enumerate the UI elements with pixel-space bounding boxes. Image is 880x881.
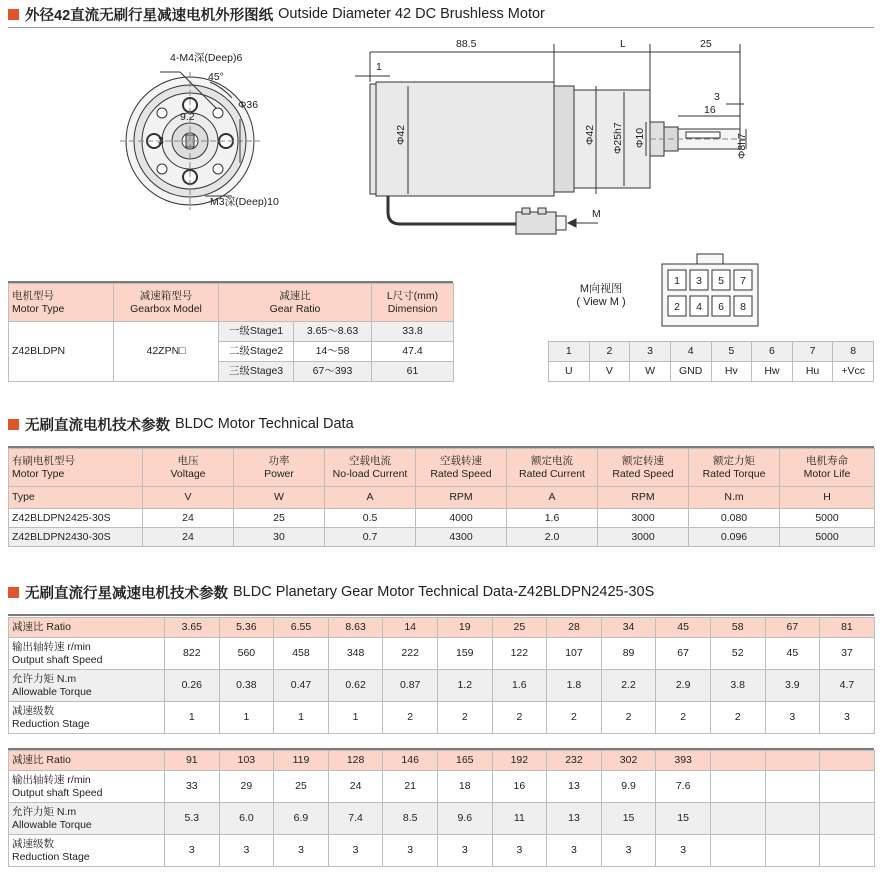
perf-value-cell: 6.0 <box>219 803 274 835</box>
perf-value-cell: 122 <box>492 638 547 670</box>
header-en: No-load Current <box>332 467 408 480</box>
perf-label-cell <box>9 751 165 771</box>
perf-value-cell: 3 <box>274 835 329 867</box>
perf-label-text: Output shaft Speed <box>12 653 103 666</box>
perf-label-cell <box>9 618 165 638</box>
perf-label-text: 减速比 Ratio <box>12 754 71 766</box>
motor-header-cell <box>689 449 780 487</box>
perf-value-cell: 3 <box>820 702 875 734</box>
diameter-42-a-label: Φ42 <box>395 124 407 145</box>
gearbox-model-cell: 42ZPN□ <box>114 322 219 382</box>
perf-value-cell: 146 <box>383 751 438 771</box>
perf-value-cell: 18 <box>437 771 492 803</box>
pin-number-cell: 8 <box>833 342 874 362</box>
view-m-en: ( View M ) <box>576 296 626 308</box>
table-top-rule <box>8 614 874 616</box>
section-title-outline <box>8 4 545 24</box>
perf-value-cell: 103 <box>219 751 274 771</box>
pin-number-cell: 1 <box>549 342 590 362</box>
section-title-en: Outside Diameter 42 DC Brushless Motor <box>278 6 545 22</box>
header-cn: 有刷电机型号 <box>12 454 75 467</box>
perf-value-cell: 2 <box>601 702 656 734</box>
perf-value-cell: 6.55 <box>274 618 329 638</box>
perf-row-speed <box>9 638 875 670</box>
pin-signal-cell: V <box>589 362 630 382</box>
connector-pin-number: 6 <box>718 301 724 313</box>
unit-cell: RPM <box>598 487 689 509</box>
side-view <box>355 44 748 234</box>
motor-header-cell <box>507 449 598 487</box>
header-gearbox-model: 减速箱型号 Gearbox Model <box>114 284 219 322</box>
perf-value-cell: 3.65 <box>165 618 220 638</box>
perf-value-cell: 3 <box>437 835 492 867</box>
perf-label-text: 减速比 Ratio <box>12 621 71 633</box>
motor-model-cell: Z42BLDPN2430-30S <box>9 528 143 547</box>
pin-number-cell: 3 <box>630 342 671 362</box>
m3-note: M3深(Deep)10 <box>210 196 279 208</box>
unit-cell: V <box>143 487 234 509</box>
dim-1-label: 1 <box>376 61 382 73</box>
perf-value-cell: 165 <box>437 751 492 771</box>
unit-cell: A <box>507 487 598 509</box>
perf-value-cell: 3 <box>328 835 383 867</box>
perf-row-ratio <box>9 751 875 771</box>
perf-value-cell: 2 <box>656 702 711 734</box>
perf-row-speed <box>9 771 875 803</box>
perf-value-cell: 14 <box>383 618 438 638</box>
header-en: Rated Current <box>519 467 585 480</box>
perf-value-cell: 24 <box>328 771 383 803</box>
perf-value-cell <box>710 835 765 867</box>
motor-value-cell: 30 <box>234 528 325 547</box>
gear-motor-performance-table-2 <box>8 750 875 867</box>
stage-cell: 二级Stage2 <box>219 342 294 362</box>
perf-value-cell: 4.7 <box>820 670 875 702</box>
perf-label-text: 输出轴转速 r/min <box>12 640 91 653</box>
pin-signal-cell: Hw <box>752 362 793 382</box>
perf-value-cell <box>765 751 820 771</box>
length-L-label: L <box>620 38 626 50</box>
perf-label-text: Reduction Stage <box>12 850 90 863</box>
header-cn: 功率 <box>268 454 290 467</box>
perf-value-cell <box>765 803 820 835</box>
motor-value-cell: 0.080 <box>689 509 780 528</box>
perf-value-cell <box>820 771 875 803</box>
pin-signal-cell: U <box>549 362 590 382</box>
perf-value-cell: 7.6 <box>656 771 711 803</box>
perf-value-cell: 15 <box>601 803 656 835</box>
pin-number-cell: 7 <box>792 342 833 362</box>
perf-value-cell: 7.4 <box>328 803 383 835</box>
view-m-label <box>566 280 636 308</box>
diameter-8h7-label: Φ8h7 <box>736 133 748 159</box>
length-25-label: 25 <box>700 38 712 50</box>
hole-note: 4-M4深(Deep)6 <box>170 52 243 64</box>
perf-value-cell: 8.5 <box>383 803 438 835</box>
perf-value-cell: 1 <box>165 702 220 734</box>
perf-value-cell: 393 <box>656 751 711 771</box>
stage-cell: 三级Stage3 <box>219 362 294 382</box>
ratio-cell: 14～58 <box>294 342 372 362</box>
pin-assignment-table <box>548 341 874 382</box>
header-en: Rated Torque <box>702 467 766 480</box>
perf-value-cell: 119 <box>274 751 329 771</box>
perf-value-cell: 3 <box>219 835 274 867</box>
unit-cell: N.m <box>689 487 780 509</box>
perf-value-cell <box>765 771 820 803</box>
perf-value-cell: 58 <box>710 618 765 638</box>
perf-value-cell: 159 <box>437 638 492 670</box>
pin-number-row <box>549 342 874 362</box>
perf-value-cell: 1.8 <box>547 670 602 702</box>
perf-value-cell: 2.2 <box>601 670 656 702</box>
motor-value-cell: 3000 <box>598 509 689 528</box>
perf-value-cell: 28 <box>547 618 602 638</box>
connector-pin-number: 4 <box>696 301 702 313</box>
perf-value-cell: 37 <box>820 638 875 670</box>
motor-value-cell: 0.7 <box>325 528 416 547</box>
perf-value-cell: 3 <box>601 835 656 867</box>
perf-value-cell: 2 <box>383 702 438 734</box>
perf-value-cell: 67 <box>765 618 820 638</box>
perf-value-cell: 3 <box>547 835 602 867</box>
motor-value-cell: 4000 <box>416 509 507 528</box>
perf-value-cell: 128 <box>328 751 383 771</box>
header-cn: 电压 <box>177 454 199 467</box>
perf-row-stage <box>9 702 875 734</box>
perf-label-text: Reduction Stage <box>12 717 90 730</box>
perf-value-cell <box>820 835 875 867</box>
connector-pin-number: 3 <box>696 275 702 287</box>
perf-value-cell: 3 <box>383 835 438 867</box>
perf-value-cell: 458 <box>274 638 329 670</box>
table-row <box>9 528 875 547</box>
length-88-5-label: 88.5 <box>456 38 477 50</box>
diameter-10-label: Φ10 <box>634 127 646 148</box>
perf-value-cell: 34 <box>601 618 656 638</box>
perf-value-cell: 13 <box>547 771 602 803</box>
perf-value-cell: 0.62 <box>328 670 383 702</box>
perf-value-cell: 1 <box>328 702 383 734</box>
header-en: Rated Speed <box>612 467 674 480</box>
perf-value-cell: 0.87 <box>383 670 438 702</box>
angle-label: 45° <box>208 71 224 83</box>
dimension-cell: 33.8 <box>372 322 454 342</box>
section-title-en: BLDC Motor Technical Data <box>175 416 354 432</box>
perf-value-cell <box>710 803 765 835</box>
header-en: Voltage <box>170 467 206 480</box>
perf-value-cell: 302 <box>601 751 656 771</box>
perf-label-text: 允许力矩 N.m <box>12 805 77 818</box>
perf-value-cell: 1 <box>219 702 274 734</box>
perf-value-cell: 822 <box>165 638 220 670</box>
unit-cell: W <box>234 487 325 509</box>
connector-pin-number: 1 <box>674 275 680 287</box>
perf-label-cell <box>9 771 165 803</box>
perf-value-cell: 6.9 <box>274 803 329 835</box>
pin-number-cell: 6 <box>752 342 793 362</box>
perf-label-cell <box>9 638 165 670</box>
view-m-arrow-label: M <box>592 208 601 220</box>
view-m-cn: M向视图 <box>579 283 623 295</box>
perf-value-cell: 3 <box>656 835 711 867</box>
perf-value-cell: 222 <box>383 638 438 670</box>
pin-signal-cell: W <box>630 362 671 382</box>
dimension-cell: 47.4 <box>372 342 454 362</box>
motor-value-cell: 0.096 <box>689 528 780 547</box>
header-gear-ratio: 减速比 Gear Ratio <box>219 284 372 322</box>
motor-header-cell <box>780 449 875 487</box>
motor-value-cell: 1.6 <box>507 509 598 528</box>
perf-value-cell: 107 <box>547 638 602 670</box>
dimension-cell: 61 <box>372 362 454 382</box>
perf-value-cell: 19 <box>437 618 492 638</box>
header-en: Rated Speed <box>430 467 492 480</box>
perf-row-stage <box>9 835 875 867</box>
dim-9-2-label: 9.2 <box>180 111 195 123</box>
perf-label-text: 允许力矩 N.m <box>12 672 77 685</box>
perf-value-cell: 16 <box>492 771 547 803</box>
perf-value-cell: 15 <box>656 803 711 835</box>
perf-label-text: Allowable Torque <box>12 818 92 831</box>
motor-header-cell <box>9 449 143 487</box>
perf-value-cell: 81 <box>820 618 875 638</box>
table-row <box>9 509 875 528</box>
perf-row-ratio <box>9 618 875 638</box>
motor-value-cell: 24 <box>143 509 234 528</box>
perf-value-cell: 3.8 <box>710 670 765 702</box>
perf-value-cell <box>820 751 875 771</box>
section-marker-icon <box>8 9 19 20</box>
header-motor-type: 电机型号 Motor Type <box>9 284 114 322</box>
connector-pin-number: 8 <box>740 301 746 313</box>
perf-label-cell <box>9 803 165 835</box>
perf-value-cell: 2 <box>437 702 492 734</box>
section-marker-icon <box>8 587 19 598</box>
header-cn: 电机寿命 <box>806 454 848 467</box>
perf-value-cell: 91 <box>165 751 220 771</box>
perf-value-cell: 348 <box>328 638 383 670</box>
section-marker-icon <box>8 419 19 430</box>
perf-value-cell: 67 <box>656 638 711 670</box>
dim-16-label: 16 <box>704 104 716 116</box>
header-dimension: L尺寸(mm) Dimension <box>372 284 454 322</box>
perf-label-cell <box>9 670 165 702</box>
perf-value-cell: 13 <box>547 803 602 835</box>
pin-signal-cell: GND <box>670 362 711 382</box>
section-title-cn: 外径42直流无刷行星减速电机外形图纸 <box>25 7 274 24</box>
perf-value-cell: 192 <box>492 751 547 771</box>
motor-value-cell: 4300 <box>416 528 507 547</box>
gear-motor-performance-table-1 <box>8 617 875 734</box>
pin-number-cell: 2 <box>589 342 630 362</box>
motor-value-cell: 3000 <box>598 528 689 547</box>
perf-value-cell: 29 <box>219 771 274 803</box>
diameter-25h7-label: Φ25h7 <box>612 122 624 154</box>
perf-value-cell: 0.47 <box>274 670 329 702</box>
perf-value-cell: 45 <box>656 618 711 638</box>
perf-value-cell: 3 <box>765 702 820 734</box>
perf-value-cell: 3 <box>492 835 547 867</box>
perf-value-cell <box>710 751 765 771</box>
section-title-motor-data <box>8 414 354 434</box>
motor-header-cell <box>598 449 689 487</box>
motor-technical-table <box>8 448 875 547</box>
perf-value-cell: 3 <box>165 835 220 867</box>
perf-row-torque <box>9 670 875 702</box>
perf-label-cell <box>9 702 165 734</box>
perf-value-cell: 52 <box>710 638 765 670</box>
perf-value-cell: 2 <box>492 702 547 734</box>
perf-value-cell: 8.63 <box>328 618 383 638</box>
perf-value-cell: 1.2 <box>437 670 492 702</box>
pin-signal-cell: +Vcc <box>833 362 874 382</box>
unit-cell: RPM <box>416 487 507 509</box>
dim-3-label: 3 <box>158 135 164 147</box>
header-cn: 空载电流 <box>349 454 391 467</box>
perf-value-cell <box>765 835 820 867</box>
diameter-42-b-label: Φ42 <box>584 124 596 145</box>
ratio-cell: 3.65～8.63 <box>294 322 372 342</box>
pin-number-cell: 4 <box>670 342 711 362</box>
gear-dimension-table <box>8 283 454 382</box>
section-title-en: BLDC Planetary Gear Motor Technical Data-Z42BLDPN2425-30S <box>233 584 655 600</box>
pin-number-cell: 5 <box>711 342 752 362</box>
perf-value-cell <box>710 771 765 803</box>
motor-header-cell <box>416 449 507 487</box>
perf-row-torque <box>9 803 875 835</box>
motor-value-cell: 2.0 <box>507 528 598 547</box>
motor-value-cell: 5000 <box>780 528 875 547</box>
connector-pin-number: 2 <box>674 301 680 313</box>
perf-value-cell: 25 <box>274 771 329 803</box>
motor-model-cell: Z42BLDPN <box>9 322 114 382</box>
ratio-cell: 67～393 <box>294 362 372 382</box>
perf-label-cell <box>9 835 165 867</box>
front-view <box>120 72 260 210</box>
header-en: Power <box>264 467 294 480</box>
dim-3-shaft-label: 3 <box>714 91 720 103</box>
perf-value-cell: 9.9 <box>601 771 656 803</box>
perf-label-text: 减速级数 <box>12 704 54 717</box>
motor-header-row <box>9 449 875 487</box>
perf-value-cell: 0.38 <box>219 670 274 702</box>
perf-label-text: 减速级数 <box>12 837 54 850</box>
perf-value-cell: 25 <box>492 618 547 638</box>
perf-value-cell: 560 <box>219 638 274 670</box>
table-row <box>9 322 454 342</box>
perf-value-cell: 45 <box>765 638 820 670</box>
perf-value-cell: 9.6 <box>437 803 492 835</box>
perf-value-cell: 33 <box>165 771 220 803</box>
perf-value-cell: 232 <box>547 751 602 771</box>
motor-header-cell <box>234 449 325 487</box>
perf-value-cell: 5.3 <box>165 803 220 835</box>
perf-label-text: 输出轴转速 r/min <box>12 773 91 786</box>
perf-value-cell: 1 <box>274 702 329 734</box>
perf-value-cell <box>820 803 875 835</box>
header-en: Motor Type <box>12 467 65 480</box>
unit-cell: A <box>325 487 416 509</box>
perf-value-cell: 2 <box>547 702 602 734</box>
section-title-cn: 无刷直流行星减速电机技术参数 <box>25 585 228 602</box>
header-cn: 空载转速 <box>440 454 482 467</box>
header-cn: 额定电流 <box>531 454 573 467</box>
perf-value-cell: 1.6 <box>492 670 547 702</box>
stage-cell: 一级Stage1 <box>219 322 294 342</box>
perf-value-cell: 0.26 <box>165 670 220 702</box>
perf-value-cell: 2 <box>710 702 765 734</box>
motor-model-cell: Z42BLDPN2425-30S <box>9 509 143 528</box>
section-title-cn: 无刷直流电机技术参数 <box>25 417 170 434</box>
header-cn: 额定转速 <box>622 454 664 467</box>
header-cn: 额定力矩 <box>713 454 755 467</box>
motor-value-cell: 25 <box>234 509 325 528</box>
motor-header-cell <box>325 449 416 487</box>
perf-value-cell: 89 <box>601 638 656 670</box>
connector-pin-number: 5 <box>718 275 724 287</box>
unit-cell: Type <box>9 487 143 509</box>
pin-signal-cell: Hv <box>711 362 752 382</box>
motor-value-cell: 5000 <box>780 509 875 528</box>
connector-pin-number: 7 <box>740 275 746 287</box>
perf-value-cell: 5.36 <box>219 618 274 638</box>
motor-value-cell: 24 <box>143 528 234 547</box>
perf-value-cell: 3.9 <box>765 670 820 702</box>
pin-signal-cell: Hu <box>792 362 833 382</box>
unit-cell: H <box>780 487 875 509</box>
section-title-gear-motor-data <box>8 582 654 602</box>
perf-value-cell: 21 <box>383 771 438 803</box>
motor-header-cell <box>143 449 234 487</box>
pin-signal-row <box>549 362 874 382</box>
perf-label-text: Allowable Torque <box>12 685 92 698</box>
perf-value-cell: 2.9 <box>656 670 711 702</box>
header-en: Motor Life <box>803 467 851 480</box>
motor-unit-row <box>9 487 875 509</box>
diameter-36-label: Φ36 <box>238 99 259 111</box>
table-top-rule <box>8 281 453 283</box>
perf-value-cell: 11 <box>492 803 547 835</box>
motor-value-cell: 0.5 <box>325 509 416 528</box>
perf-label-text: Output shaft Speed <box>12 786 103 799</box>
